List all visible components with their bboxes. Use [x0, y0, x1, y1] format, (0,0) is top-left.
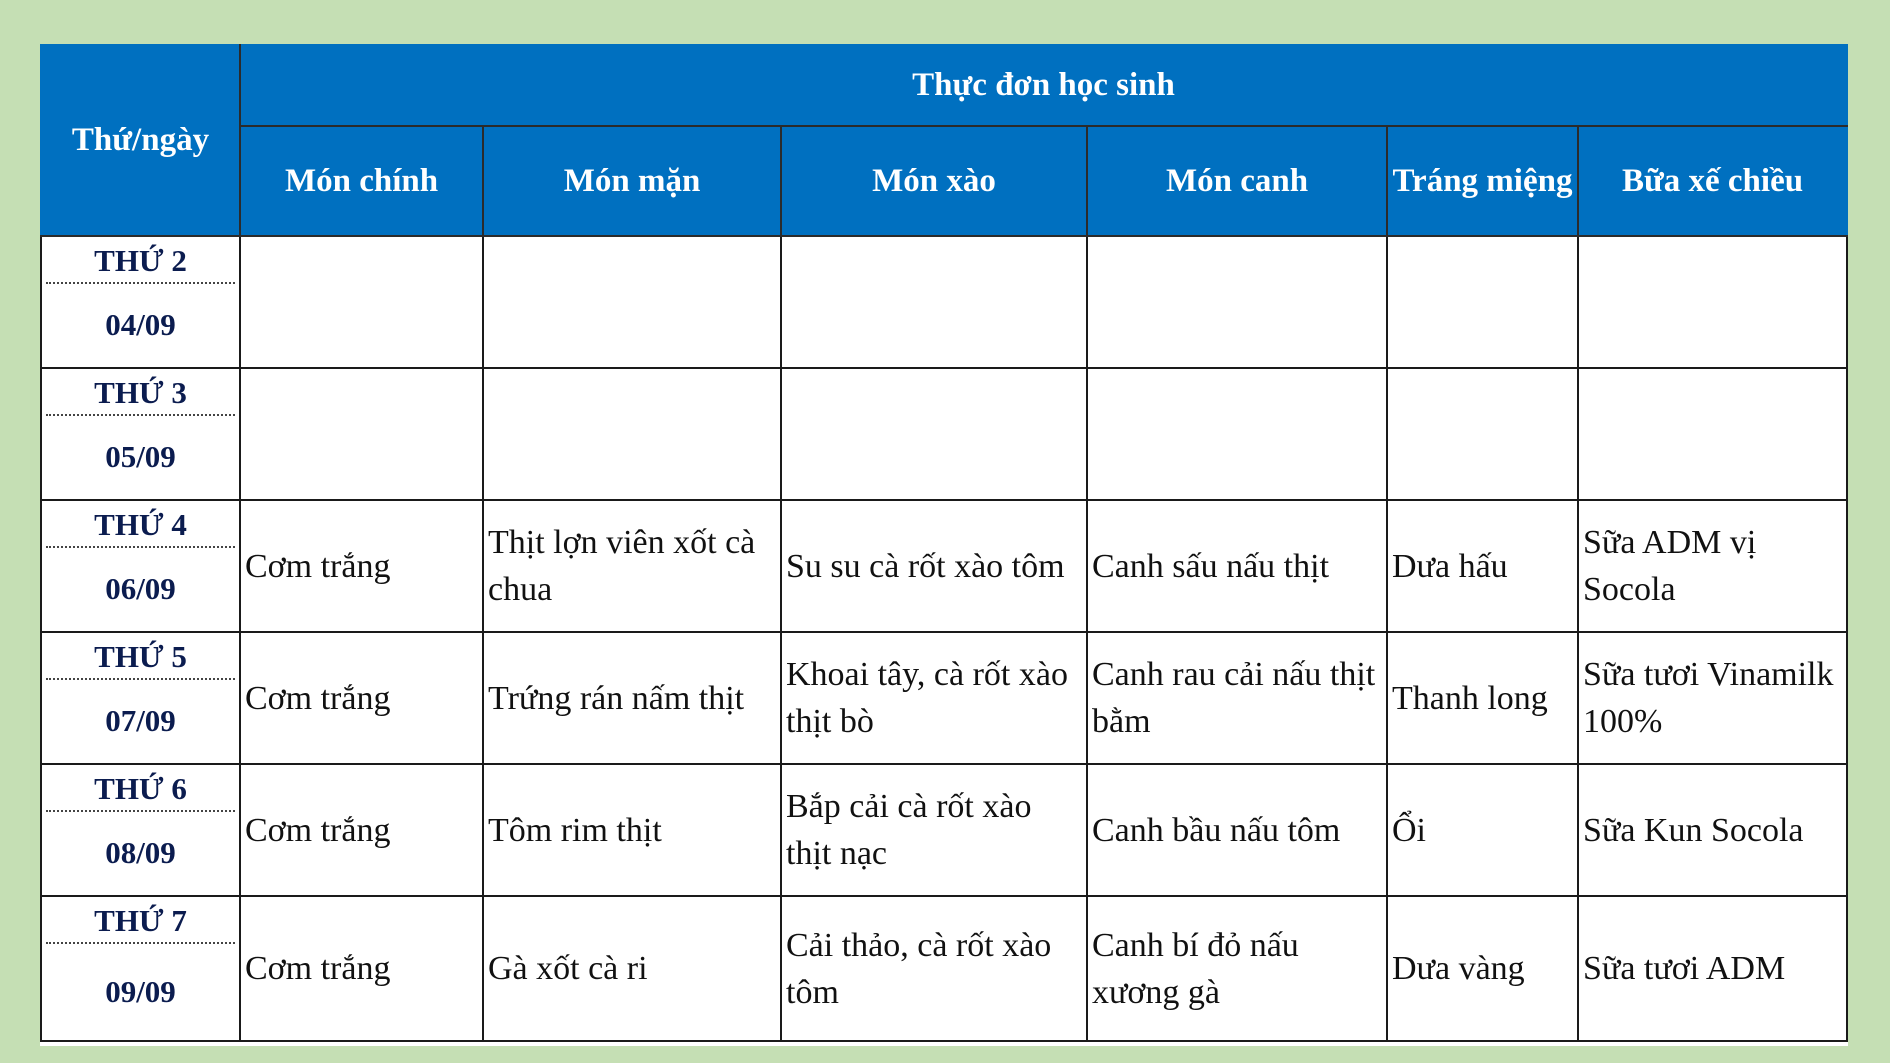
- savory-dish-cell: Tôm rim thịt: [483, 764, 781, 896]
- table-row: [41, 896, 1847, 1041]
- dessert-cell: [1387, 236, 1578, 368]
- dessert-cell: Ổi: [1387, 764, 1578, 896]
- table-row: [41, 764, 1847, 896]
- soup-cell: Canh bí đỏ nấu xương gà: [1087, 896, 1387, 1041]
- afternoon-snack-cell: [1578, 368, 1847, 500]
- table-row: [41, 500, 1847, 632]
- stir-fry-cell: Cải thảo, cà rốt xào tôm: [781, 896, 1087, 1041]
- day-date: 08/09: [105, 835, 176, 870]
- savory-dish-cell: Thịt lợn viên xốt cà chua: [483, 500, 781, 632]
- afternoon-snack-cell: Sữa tươi Vinamilk 100%: [1578, 632, 1847, 764]
- menu-sheet: [40, 44, 1848, 1046]
- savory-dish-cell: Gà xốt cà ri: [483, 896, 781, 1041]
- dessert-cell: Thanh long: [1387, 632, 1578, 764]
- savory-dish-cell: [483, 368, 781, 500]
- day-date: 09/09: [105, 974, 176, 1009]
- column-header-dessert: Tráng miệng: [1387, 126, 1578, 236]
- dessert-cell: [1387, 368, 1578, 500]
- soup-cell: Canh rau cải nấu thịt bằm: [1087, 632, 1387, 764]
- day-name: THỨ 4: [46, 502, 235, 548]
- afternoon-snack-cell: Sữa ADM vị Socola: [1578, 500, 1847, 632]
- student-menu-table: [40, 44, 1848, 1042]
- day-name: THỨ 3: [46, 370, 235, 416]
- main-dish-cell: [240, 236, 483, 368]
- afternoon-snack-cell: Sữa tươi ADM: [1578, 896, 1847, 1041]
- day-date: 07/09: [105, 703, 176, 738]
- main-dish-cell: Cơm trắng: [240, 632, 483, 764]
- column-header-savory-dish: Món mặn: [483, 126, 781, 236]
- day-cell: [41, 500, 240, 632]
- soup-cell: Canh bầu nấu tôm: [1087, 764, 1387, 896]
- day-cell: [41, 764, 240, 896]
- day-name: THỨ 5: [46, 634, 235, 680]
- soup-cell: Canh sấu nấu thịt: [1087, 500, 1387, 632]
- main-dish-cell: [240, 368, 483, 500]
- stir-fry-cell: Su su cà rốt xào tôm: [781, 500, 1087, 632]
- day-date: 06/09: [105, 571, 176, 606]
- day-cell: [41, 368, 240, 500]
- day-date: 04/09: [105, 307, 176, 342]
- table-row: [41, 368, 1847, 500]
- table-row: [41, 236, 1847, 368]
- day-name: THỨ 7: [46, 898, 235, 944]
- day-date: 05/09: [105, 439, 176, 474]
- day-name: THỨ 6: [46, 766, 235, 812]
- stir-fry-cell: Bắp cải cà rốt xào thịt nạc: [781, 764, 1087, 896]
- day-cell: [41, 896, 240, 1041]
- table-row: [41, 632, 1847, 764]
- column-header-afternoon-snack: Bữa xế chiều: [1578, 126, 1847, 236]
- column-header-stir-fry: Món xào: [781, 126, 1087, 236]
- day-cell: [41, 236, 240, 368]
- soup-cell: [1087, 236, 1387, 368]
- column-header-main-dish: Món chính: [240, 126, 483, 236]
- column-header-soup: Món canh: [1087, 126, 1387, 236]
- day-cell: [41, 632, 240, 764]
- day-name: THỨ 2: [46, 238, 235, 284]
- savory-dish-cell: Trứng rán nấm thịt: [483, 632, 781, 764]
- main-dish-cell: Cơm trắng: [240, 896, 483, 1041]
- main-dish-cell: Cơm trắng: [240, 500, 483, 632]
- stir-fry-cell: [781, 236, 1087, 368]
- day-column-header: Thứ/ngày: [41, 45, 240, 236]
- afternoon-snack-cell: [1578, 236, 1847, 368]
- savory-dish-cell: [483, 236, 781, 368]
- menu-title: Thực đơn học sinh: [240, 45, 1847, 126]
- stir-fry-cell: Khoai tây, cà rốt xào thịt bò: [781, 632, 1087, 764]
- dessert-cell: Dưa hấu: [1387, 500, 1578, 632]
- afternoon-snack-cell: Sữa Kun Socola: [1578, 764, 1847, 896]
- dessert-cell: Dưa vàng: [1387, 896, 1578, 1041]
- soup-cell: [1087, 368, 1387, 500]
- main-dish-cell: Cơm trắng: [240, 764, 483, 896]
- stir-fry-cell: [781, 368, 1087, 500]
